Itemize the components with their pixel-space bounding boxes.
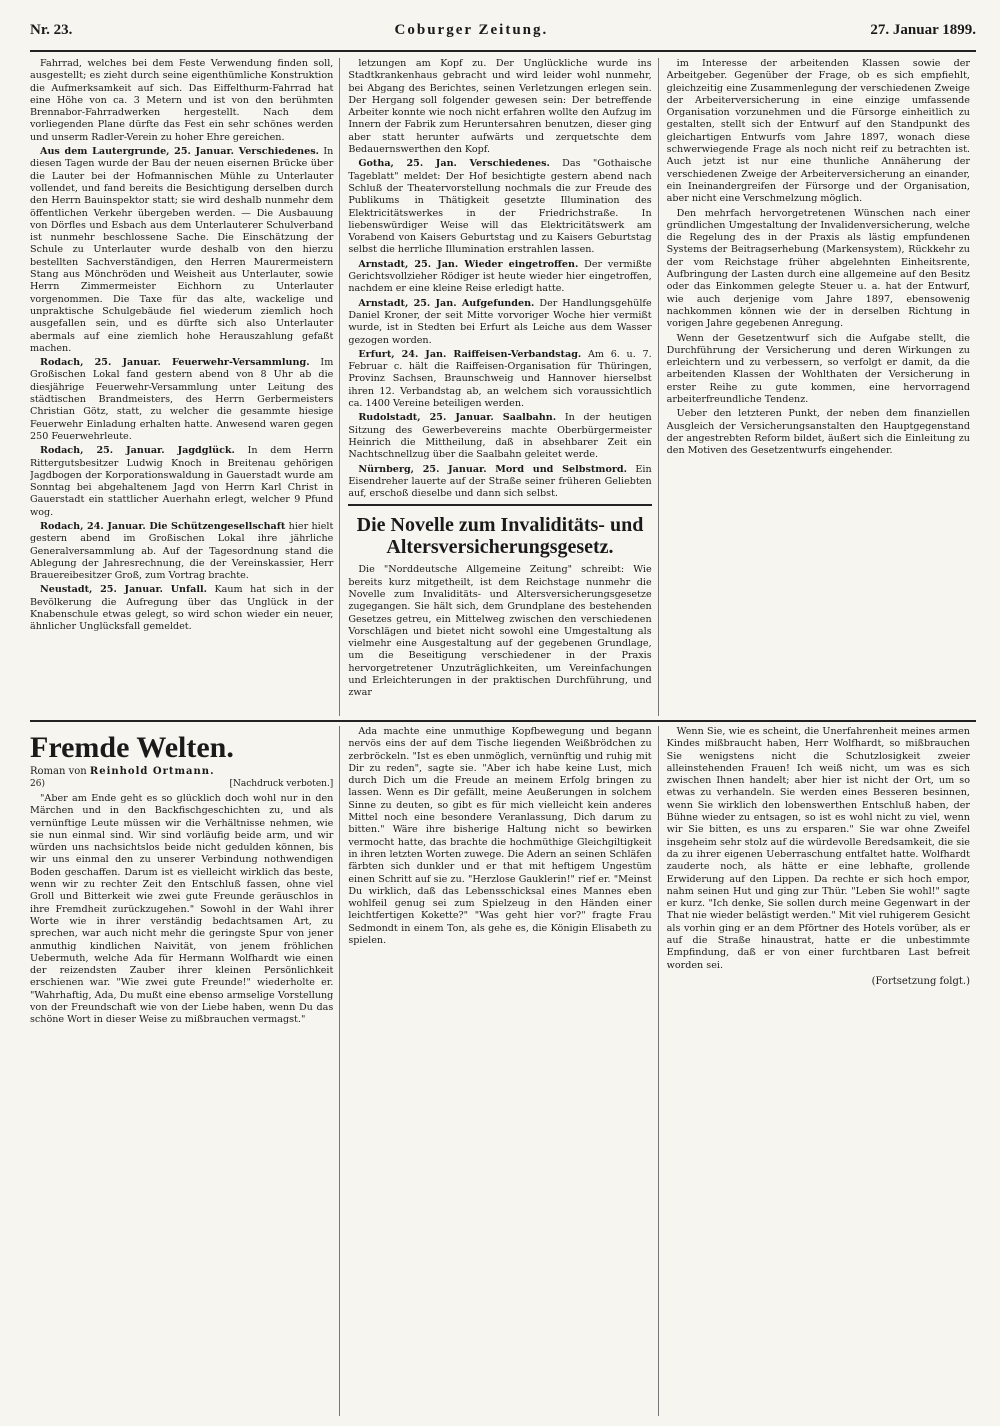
news-text: Den mehrfach hervorgetretenen Wünschen nach einer gründlichen Umgestaltung der Invalidenversicherung, welche die Regelung des in der Praxis als lästig empfundenen Systems der Beitragserhebung (Markensystem), Rückkehr zu der vom Reichstage früher abgelehnten Einheitsrente, Aufbringung der Lasten durch eine allgemeine auf den Besitz oder das Einkommen gelegte Steuer u. a. hat der Entwurf, wie auch derjenige vom Jahre 1897, ebensowenig nachkommen können wie der in derselben Richtung in vorigen Jahre gegebenen Anregung. [666,207,970,330]
serial-text: Ada machte eine unmuthige Kopfbewegung und begann nervös eins der auf dem Tische liegenden Weißbrödchen zu zerbröckeln. "Ist es eben unmöglich, vernünftig und ruhig mit Dir zu reden", sagte sie. "Aber ich habe keine Lust, mich durch Dich um die Freude an meinem Erfolg bringen zu lassen. Wenn es Dir gefällt, meine Aeußerungen in solchem Sinne zu deuten, so gibt es für mich vielleicht kein anderes Mittel noch eine besondere Veranlassung, Dich darum zu bitten." Wäre ihre bisherige Haltung nicht so bewirken vermocht hatte, das brachte die hochmüthige Gleichgiltigkeit in ihren letzten Worten zuwege. Die Adern an seinen Schläfen färbten sich dunkler und er that mit heftigem Ungestüm einen Schritt auf sie zu. "Herzlose Gauklerin!" rief er. "Meinst Du wirklich, daß das Lebensschicksal eines Mannes eben wohlfeil genug sei zum Spielzeug in den Händen einer leichtfertigen Kokette?" "Was geht hier vor?" fragte Frau Sedmondt in einem Ton, als gehe es, die Königin Elisabeth zu spielen. [348,726,652,947]
news-dateline: Nürnberg, 25. Januar. Mord und Selbstmord. [358,463,627,475]
news-column-3 [667,58,976,716]
news-text: letzungen am Kopf zu. Der Unglückliche wurde ins Stadtkrankenhaus gebracht und wird leider wohl nunmehr, bei Abgang des Berichtes, seinen Verletzungen erlegen sein. Der Hergang soll folgender gewesen sein: Der betreffende Arbeiter konnte wie noch nicht erfahren wollte den Aufzug im Innern der Fabrik zum Heruntersahren benutzen, dieser ging aber statt herunter aufwärts und zerquetschte dem Bedauernswerthen den Kopf. [348,58,652,156]
news-dateline: Rodach, 24. Januar. Die Schützengesellschaft [40,520,286,532]
news-item [348,298,651,347]
news-text: Der Handlungsgehülfe Daniel Kroner, der seit Mitte vorvoriger Woche hier vermißt wurde, ist in Stedten bei Erfurt als Leiche aus dem Wasser gezogen worden. [348,297,652,346]
issue-number: Nr. 23. [30,22,73,38]
masthead [30,22,976,52]
news-dateline: Rudolstadt, 25. Januar. Saalbahn. [358,412,557,424]
news-text: Fahrrad, welches bei dem Feste Verwendung finden soll, ausgestellt; es zieht durch seine eigenthümliche Konstruktion die Aufmerksamkeit auf sich. Das Eiffelthurm-Fahrrad hat eine Höhe von ca. 3 Metern und ist von den berühmten Brennabor-Fahrradwerken hergestellt. Nach dem vorliegenden Plane dürfte das Fest ein sehr schönes werden und unserm Radler-Verein zu hoher Ehre gereichen. [30,58,334,143]
serial-column-3 [667,726,976,1416]
news-text: Ueber den letzteren Punkt, der neben dem finanziellen Ausgleich der Versicherungsanstalten den Hauptgegenstand der angestrebten Reform bildet, äußert sich die Einleitung zu den Motiven des Gesetzentwurfs eingehender. [666,408,970,457]
news-dateline: Neustadt, 25. Januar. Unfall. [40,584,208,596]
section-divider [348,504,651,506]
serial-meta [30,779,333,789]
news-text: Der vermißte Gerichtsvollzieher Rödiger ist heute wieder hier eingetroffen, nachdem er eine kleine Reise erledigt hatte. [348,258,652,295]
news-dateline: Arnstadt, 25. Jan. Aufgefunden. [358,297,535,309]
article-body: Die "Norddeutsche Allgemeine Zeitung" schreibt: Wie bereits kurz mitgetheilt, ist dem Reichstage nunmehr die Novelle zum Invaliditäts- und Altersversicherungsgesetze zugegangen. Sie hält sich, dem Grundplane des bestehenden Gesetzes getreu, ein Mittelweg zwischen den verschiedenen Vorschlägen und bietet nicht sowohl eine Umgestaltung als vielmehr eine Ausgestaltung auf der gegebenen Grundlage, um die Beseitigung verschiedener in der Praxis hervorgetretener Unzuträglichkeiten, um Vereinfachungen und Erleichterungen in der praktischen Durchführung, und zwar [348,564,652,699]
news-item [30,521,333,582]
news-item [348,58,651,156]
news-item [348,158,651,256]
news-item [30,584,333,633]
news-dateline: Rodach, 25. Januar. Jagdglück. [40,445,235,457]
feuilleton-divider [30,720,976,722]
news-text: In diesen Tagen wurde der Bau der neuen eisernen Brücke über die Lauter bei der Hofmannischen Mühle zu Unterlauter vollendet, und fand bereits die Besichtigung derselben durch den Herrn Bauinspektor statt; sie wird deshalb nunmehr dem öffentlichen Verkehr übergeben werden. — Die Ausbauung von Dörfles und Esbach aus dem Unterlauterer Schulverband ist nunmehr beschlossene Sache. Die Einschätzung der Schule zu Unterlauter wurde deshalb von den hierzu bestellten Sachverständigen, den Herren Maurermeistern Stang aus Mönchröden und Weisheit aus Unterlauter, sowie Herrn Zimmermeister Eichhorn zu Unterlauter vorgenommen. Die Taxe für das alte, wackelige und unpraktische Schulgebäude fiel wiederum ziemlich hoch ausgefallen sein, und es dürfte sich also Unterlauter abermals auf eine ziemlich hohe Herauszahlung gefaßt machen. [30,146,334,354]
serial-text: "Aber am Ende geht es so glücklich doch wohl nur in den Märchen und in den Backfischgeschichten zu, und als vernünftige Leute müssen wir die Verhältnisse nehmen, wie sie nun einmal sind. Wir sind vorläufig beide arm, und wir würden uns nachsichtslos beide nicht gedulden können, bis wir uns einmal den zu unserer Verbindung nothwendigen Boden geschaffen. Darum ist es vielleicht wirklich das beste, wenn wir zu rechter Zeit den Entschluß fassen, ohne viel Groll und Bitterkeit wie zwei gute Freunde geräuschlos in ihre Fremdheit zurückzugehen." Sowohl in der Wahl ihrer Worte wie in ihrer verständig bedachtsamen Art, zu sprechen, war auch nicht mehr die geringste Spur von jener anmuthig kindlichen Naivität, von jenem fröhlichen Uebermuth, welche Ada für Hermann Wolfhardt wie einen der reizendsten Zauber ihrer kleinen Persönlichkeit erschienen war. "Wie zwei gute Freunde!" wiederholte er. "Wahrhaftig, Ada, Du mußt eine ebenso armselige Vorstellung von der Freundschaft wie von der Liebe haben, wenn Du das schöne Wort in dieser Weise zu mißbrauchen vermagst." [30,793,334,1026]
serial-column-1 [30,726,340,1416]
installment-number: 26) [30,779,45,789]
news-dateline: Arnstadt, 25. Jan. Wieder eingetroffen. [358,258,579,270]
news-item [30,58,333,144]
news-text: Wenn der Gesetzentwurf sich die Aufgabe stellt, die Durchführung der Versicherung und deren Wirkungen zu erleichtern und zu verbessern, so verfolgt er damit, da die arbeitenden Klassen der Wohlthaten der Versicherung in erster Reihe zu gute kommen, eine hervorragend arbeiterfreundliche Tendenz. [666,332,970,406]
news-text: Das "Gothaische Tageblatt" meldet: Der Hof besichtigte gestern abend nach Schluß der Theatervorstellung nochmals die zur Freude des Publikums in Thätigkeit gesetzte Illumination des Elektricitätswerkes in der Friedrichstraße. In liebenswürdiger Weise will das Elektricitätswerk am Vorabend von Kaisers Geburtstag und zu Kaisers Geburtstag selbst die herrliche Illumination erstrahlen lassen. [348,158,652,256]
news-item [667,408,970,457]
feuilleton-section [30,726,976,1416]
news-text: hier hielt gestern abend im Großischen Lokal ihre jährliche Generalversammlung ab. Auf der Tagesordnung stand die Ablegung der Jahresrechnung, die der Vereinskassier, Herr Brauereibesitzer Groß, zum Vortrag brachte. [30,520,334,582]
issue-date: 27. Januar 1899. [870,22,976,38]
news-item [667,58,970,206]
news-text: Am 6. u. 7. Februar c. hält die Raiffeisen-Organisation für Thüringen, Provinz Sachsen, Braunschweig und Hannover hierselbst ihren 12. Verbandstag ab, an welchem sich voraussichtlich ca. 1400 Vereine beteiligen werden. [348,348,652,410]
serial-author: Reinhold Ortmann. [89,766,215,777]
news-column-1 [30,58,340,716]
news-dateline: Rodach, 25. Januar. Feuerwehr-Versammlung. [40,357,310,369]
serial-title: Fremde Welten. [30,731,234,764]
news-section [30,58,976,716]
news-column-2 [348,58,658,716]
newspaper-title: Coburger Zeitung. [394,22,549,38]
article-headline: Die Novelle zum Invaliditäts- und Altersversicherungsgesetz. [356,514,644,559]
news-item [348,259,651,296]
news-text: Kaum hat sich in der Bevölkerung die Aufregung über das Unglück in der Knabenschule etwas gelegt, so wird schon wieder ein neuer, ähnlicher Unglücksfall gemeldet. [30,584,334,633]
news-item [667,333,970,407]
reprint-notice: [Nachdruck verboten.] [229,779,334,789]
news-dateline: Erfurt, 24. Jan. Raiffeisen-Verbandstag. [358,348,582,360]
serial-byline [30,766,333,777]
continuation-note: (Fortsetzung folgt.) [871,975,970,987]
news-item [348,412,651,461]
serial-text: Wenn Sie, wie es scheint, die Unerfahrenheit meines armen Kindes mißbraucht haben, Herr Wolfhardt, so mißbrauchen Sie wenigstens nicht die Schutzlosigkeit zweier alleinstehenden Frauen! Ich weiß nicht, um was es sich zwischen Ihnen handelt; aber hier ist nicht der Ort, um so etwas zu verhandeln. Sie werden eines Besseren besinnen, wenn Sie wirklich den lobenswerthen Entschluß haben, der Bühne wieder zu entsagen, so ist es wohl nicht zu viel, wenn wir Sie bitten, es uns zu ersparen." Sie war ohne Zweifel insgeheim sehr stolz auf die würdevolle Beredsamkeit, die sie da zu ihrer eigenen Ueberraschung entfaltet hatte. Wolfhardt zauderte noch, als hätte er eine lebhafte, grollende Erwiderung auf den Lippen. Da rechte er sich hoch empor, nahm seinen Hut und ging zur Thür. "Leben Sie wohl!" sagte er kurz. "Ich denke, Sie sollen durch meine Gegenwart in der That nie wieder belästigt werden." Mit viel ruhigerem Gesicht als vorhin ging er an dem Pförtner des Hotels vorüber, als er auf die Straße hinaustrat, hatte er die unbestimmte Empfindung, daß er von einer furchtbaren Last befreit worden sei. [666,726,970,971]
news-item [348,349,651,410]
news-dateline: Gotha, 25. Jan. Verschiedenes. [358,158,550,170]
news-text: Im Großischen Lokal fand gestern abend von 8 Uhr ab die diesjährige Feuerwehr-Versammlung unter Leitung des städtischen Brandmeisters, des Herrn Gerbermeisters Christian Götz, statt, zu welcher die gesammte hiesige Feuerwehr Einladung erhalten hatte. Anwesend waren gegen 250 Feuerwehrleute. [30,357,334,442]
news-text: im Interesse der arbeitenden Klassen sowie der Arbeitgeber. Gegenüber der Frage, ob es sich empfiehlt, gleichzeitig eine Zusammenlegung der verschiedenen Zweige der Arbeiterversicherung in eine einzige umfassende Organisation vorzunehmen und die Fürsorge einheitlich zu gestalten, stellt sich der Entwurf auf den Standpunkt des gleichartigen Entwurfs vom Jahre 1897, wonach diese schwerwiegende Frage als noch nicht reif zu betrachten ist. Auch jetzt ist nur eine thunliche Annäherung der verschiedenen Zweige der Arbeiterversicherung an einander, ein Ineinandergreifen der Fürsorge und der Organisation, aber nicht eine Verschmelzung möglich. [666,58,970,205]
serial-column-2 [348,726,658,1416]
news-item [30,357,333,443]
news-item [30,146,333,355]
news-item [348,464,651,501]
byline-prefix: Roman von [30,766,87,777]
news-item [667,208,970,331]
news-dateline: Aus dem Lautergrunde, 25. Januar. Verschiedenes. [40,146,319,158]
news-text: In dem Herrn Rittergutsbesitzer Ludwig Knoch in Breitenau gehörigen Jagdbogen der Korporationswaldung in Gauerstadt wurde am Sonntag bei abgehaltenem Jagd von Herrn Karl Christ in Gauerstadt ein stattlicher Auerhahn erlegt, welcher 9 Pfund wog. [30,445,334,518]
news-text: Ein Eisendreher lauerte auf der Straße seiner früheren Geliebten auf, erschoß dieselbe und dann sich selbst. [348,463,652,500]
news-text: In der heutigen Sitzung des Gewerbevereins machte Oberbürgermeister Heinrich die Mittheilung, daß in absehbarer Zeit ein Nachtschnellzug über die Saalbahn geleitet werde. [348,412,652,461]
news-item [30,445,333,519]
